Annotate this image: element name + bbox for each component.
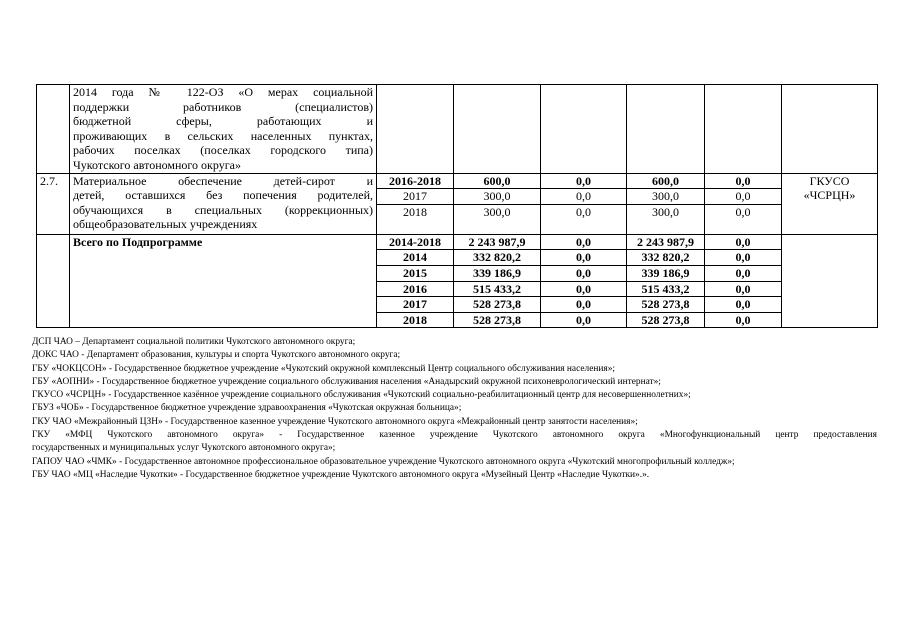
table-row-total bbox=[37, 234, 878, 250]
total-cell: 300,0 bbox=[454, 189, 541, 205]
total-cell: 528 273,8 bbox=[454, 297, 541, 313]
total-cell: 600,0 bbox=[454, 173, 541, 189]
federal-cell: 0,0 bbox=[541, 297, 627, 313]
abbreviation-note: ДОКС ЧАО - Департамент образования, культуры и спорта Чукотского автономного округа; bbox=[32, 350, 401, 361]
federal-cell: 0,0 bbox=[541, 189, 627, 205]
other-cell: 0,0 bbox=[705, 204, 782, 234]
desc-line: бюджетной сферы, работающих и bbox=[73, 114, 373, 129]
other-cell: 0,0 bbox=[705, 297, 782, 313]
federal-cell: 0,0 bbox=[541, 312, 627, 328]
row-number: 2.7. bbox=[37, 173, 70, 234]
okrug-cell: 600,0 bbox=[627, 173, 705, 189]
period-cell: 2016 bbox=[377, 281, 454, 297]
other-cell: 0,0 bbox=[705, 250, 782, 266]
period-cell: 2014-2018 bbox=[377, 234, 454, 250]
abbreviation-note: ГБУ ЧАО «МЦ «Наследие Чукотки» - Государственное бюджетное учреждение Чукотского автономного округа «Музейный Центр «Наследие Чукотки».». bbox=[32, 469, 650, 480]
other-cell: 0,0 bbox=[705, 189, 782, 205]
abbreviation-note: ГКУ ЧАО «Межрайонный ЦЗН» - Государственное казенное учреждение Чукотского автономного округа «Межрайонный центр занятости населения»; bbox=[32, 416, 638, 427]
period-cell: 2015 bbox=[377, 265, 454, 281]
abbreviation-note: ДСП ЧАО – Департамент социальной политики Чукотского автономного округа; bbox=[32, 337, 356, 347]
total-cell: 2 243 987,9 bbox=[454, 234, 541, 250]
other-cell: 0,0 bbox=[705, 234, 782, 250]
total-cell: 332 820,2 bbox=[454, 250, 541, 266]
okrug-cell: 339 186,9 bbox=[627, 265, 705, 281]
okrug-cell: 528 273,8 bbox=[627, 297, 705, 313]
table-row-2-7 bbox=[37, 173, 878, 189]
desc-line: Чукотского автономного округа» bbox=[73, 157, 241, 172]
other-cell: 0,0 bbox=[705, 281, 782, 297]
other-cell: 0,0 bbox=[705, 312, 782, 328]
abbreviation-note: ГБУ «АОПНИ» - Государственное бюджетное учреждение социального обслуживания населения «Анадырский окружной психоневрологический интернат»; bbox=[32, 376, 661, 387]
period-cell: 2018 bbox=[377, 204, 454, 234]
federal-cell: 0,0 bbox=[541, 204, 627, 234]
row-number-cell bbox=[37, 85, 70, 174]
desc-line: обучающихся в специальных (коррекционных) bbox=[73, 202, 373, 217]
subprogram-table bbox=[36, 84, 878, 328]
abbreviation-note: ГБУЗ «ЧОБ» - Государственное бюджетное учреждение здравоохранения «Чукотская окружная больница»; bbox=[32, 403, 462, 414]
okrug-cell: 300,0 bbox=[627, 204, 705, 234]
abbreviation-note: ГАПОУ ЧАО «ЧМК» - Государственное автономное профессиональное образовательное учреждение Чукотского автономного округа «Чукотский многопрофильный колледж»; bbox=[32, 456, 735, 467]
okrug-cell: 332 820,2 bbox=[627, 250, 705, 266]
executor-cell: ГКУСО «ЧСРЦН» bbox=[782, 173, 878, 234]
federal-cell: 0,0 bbox=[541, 234, 627, 250]
desc-line: детей, оставшихся без попечения родителей, bbox=[73, 188, 373, 203]
period-cell: 2018 bbox=[377, 312, 454, 328]
federal-cell: 0,0 bbox=[541, 173, 627, 189]
total-cell: 300,0 bbox=[454, 204, 541, 234]
measure-description-cell bbox=[70, 173, 377, 234]
okrug-cell: 2 243 987,9 bbox=[627, 234, 705, 250]
period-cell: 2014 bbox=[377, 250, 454, 266]
abbreviation-note: ГБУ «ЧОКЦСОН» - Государственное бюджетное учреждение «Чукотский окружной комплексный Центр социального обслуживания населения»; bbox=[32, 363, 616, 374]
abbreviations-list bbox=[32, 336, 877, 482]
period-cell: 2017 bbox=[377, 297, 454, 313]
total-label: Всего по Подпрограмме bbox=[70, 234, 377, 328]
period-cell: 2017 bbox=[377, 189, 454, 205]
federal-cell: 0,0 bbox=[541, 265, 627, 281]
federal-cell: 0,0 bbox=[541, 250, 627, 266]
total-cell: 339 186,9 bbox=[454, 265, 541, 281]
desc-line: рабочих поселках (поселках городского типа) bbox=[73, 143, 373, 158]
desc-line: Материальное обеспечение детей-сирот и bbox=[73, 173, 373, 188]
desc-line: 2014 года № 122-ОЗ «О мерах социальной bbox=[73, 85, 373, 99]
abbreviation-note: ГКУ «МФЦ Чукотского автономного округа» - Государственное казенное учреждение Чукотского автономного округа «Многофункциональный центр предоставления bbox=[32, 430, 877, 441]
table-row-continuation bbox=[37, 85, 878, 174]
abbreviation-note: государственных и муниципальных услуг Чукотского автономного округа»; bbox=[32, 443, 336, 454]
other-cell: 0,0 bbox=[705, 173, 782, 189]
total-cell: 528 273,8 bbox=[454, 312, 541, 328]
okrug-cell: 515 433,2 bbox=[627, 281, 705, 297]
desc-line: общеобразовательных учреждениях bbox=[73, 217, 258, 232]
okrug-cell: 528 273,8 bbox=[627, 312, 705, 328]
total-cell: 515 433,2 bbox=[454, 281, 541, 297]
desc-line: поддержки работников (специалистов) bbox=[73, 99, 373, 114]
desc-line: проживающих в сельских населенных пунктах, bbox=[73, 128, 373, 143]
okrug-cell: 300,0 bbox=[627, 189, 705, 205]
period-cell: 2016-2018 bbox=[377, 173, 454, 189]
abbreviation-note: ГКУСО «ЧСРЦН» - Государственное казённое учреждение социального обслуживания «Чукотский социально-реабилитационный центр для несовершеннолетних»; bbox=[32, 390, 691, 401]
other-cell: 0,0 bbox=[705, 265, 782, 281]
federal-cell: 0,0 bbox=[541, 281, 627, 297]
measure-description-cell bbox=[70, 85, 377, 174]
